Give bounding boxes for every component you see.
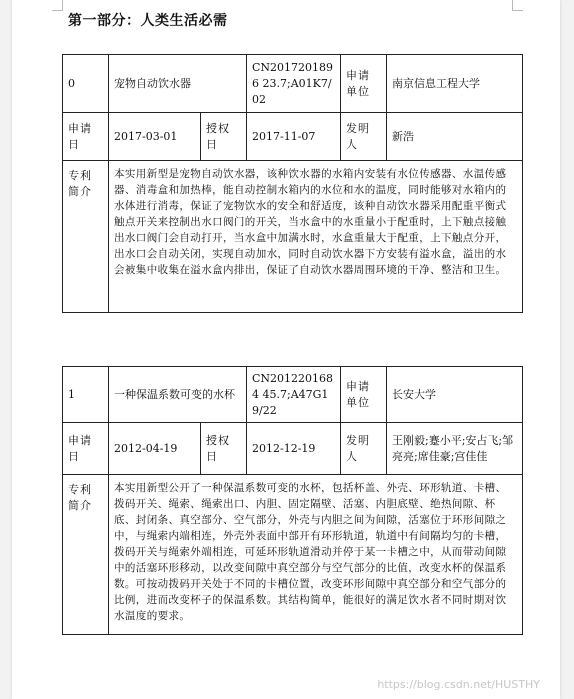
- applicant-label: 申请单位: [341, 367, 387, 423]
- apply-date-label: 申请日: [63, 423, 109, 475]
- record-index: 1: [63, 367, 109, 423]
- patent-title: 宠物自动饮水器: [109, 55, 247, 113]
- abstract-label: 专利简介: [63, 475, 109, 635]
- publication-number: CN2012201684 45.7;A47G19/22: [247, 367, 341, 423]
- abstract-text: 本实用新型是宠物自动饮水器，该种饮水器的水箱内安装有水位传感器、水温传感器、消毒盒和加热棒，能自动控制水箱内的水位和水的温度，同时能够对水箱内的水体进行消毒，保证了宠物饮水的安全和舒适度，该种自动饮水器采用配重平衡式触点开关来控制出水口阀门的开关，当水盒中的水重量小于配重时，上下触点接触出水口阀门会自动打开，当水盒中加满水时，水盒重量大于配重，上下触点分开，出水口会自动关闭，实现自动加水，同时自动饮水器下方安装有溢水盒，溢出的水会被集中收集在溢水盒内排出，保证了自动饮水器周围环境的干净、整洁和卫生。: [109, 161, 523, 313]
- record-index: 0: [63, 55, 109, 113]
- publication-number: CN2017201896 23.7;A01K7/02: [247, 55, 341, 113]
- applicant-value: 南京信息工程大学: [387, 55, 523, 113]
- grant-date-value: 2017-11-07: [247, 113, 341, 161]
- section-heading: 第一部分：人类生活必需: [68, 13, 228, 29]
- applicant-value: 长安大学: [387, 367, 523, 423]
- grant-date-label: 授权日: [201, 423, 247, 475]
- grant-date-label: 授权日: [201, 113, 247, 161]
- apply-date-label: 申请日: [63, 113, 109, 161]
- table-row: [63, 423, 523, 475]
- table-row: [63, 475, 523, 635]
- grant-date-value: 2012-12-19: [247, 423, 341, 475]
- patent-table: [62, 54, 523, 313]
- table-row: [63, 55, 523, 113]
- inventor-label: 发明人: [341, 423, 387, 475]
- document-page: [12, 0, 560, 699]
- table-row: [63, 113, 523, 161]
- page-corner-mark: [512, 0, 523, 11]
- abstract-text: 本实用新型公开了一种保温系数可变的水杯，包括杯盖、外壳、环形轨道、卡槽、拨码开关、绳索、绳索出口、内胆、固定隔壁、活塞、内胆底壁、绝热间隙、杯底、封闭条、真空部分、空气部分，外壳与内胆之间为间隙，活塞位于环形间隙之中，与绳索内端相连，外壳外表面中部开有环形轨道，轨道中有间隔均匀的卡槽，拨码开关与绳索外端相连，可延环形轨道滑动并停于某一卡槽之中，从而带动间隙中的活塞环形移动，以改变间隙中真空部分与空气部分的比值，改变水杯的保温系数。可按动拨码开关处于不同的卡槽位置，改变环形间隙中真空部分和空气部分的比例，进而改变杯子的保温系数。其结构简单，能很好的满足饮水者不同时期对饮水温度的要求。: [109, 475, 523, 635]
- abstract-label: 专利简介: [63, 161, 109, 313]
- apply-date-value: 2017-03-01: [109, 113, 201, 161]
- inventor-value: 王刚毅;蹇小平;安占飞;邹亮亮;席佳豪;宫佳佳: [387, 423, 523, 475]
- watermark-text: https://blog.csdn.net/HUSTHY: [377, 678, 540, 691]
- table-row: [63, 367, 523, 423]
- table-row: [63, 161, 523, 313]
- patent-table: [62, 366, 523, 635]
- patent-title: 一种保温系数可变的水杯: [109, 367, 247, 423]
- page-corner-mark: [52, 0, 63, 11]
- inventor-label: 发明人: [341, 113, 387, 161]
- inventor-value: 新浩: [387, 113, 523, 161]
- applicant-label: 申请单位: [341, 55, 387, 113]
- apply-date-value: 2012-04-19: [109, 423, 201, 475]
